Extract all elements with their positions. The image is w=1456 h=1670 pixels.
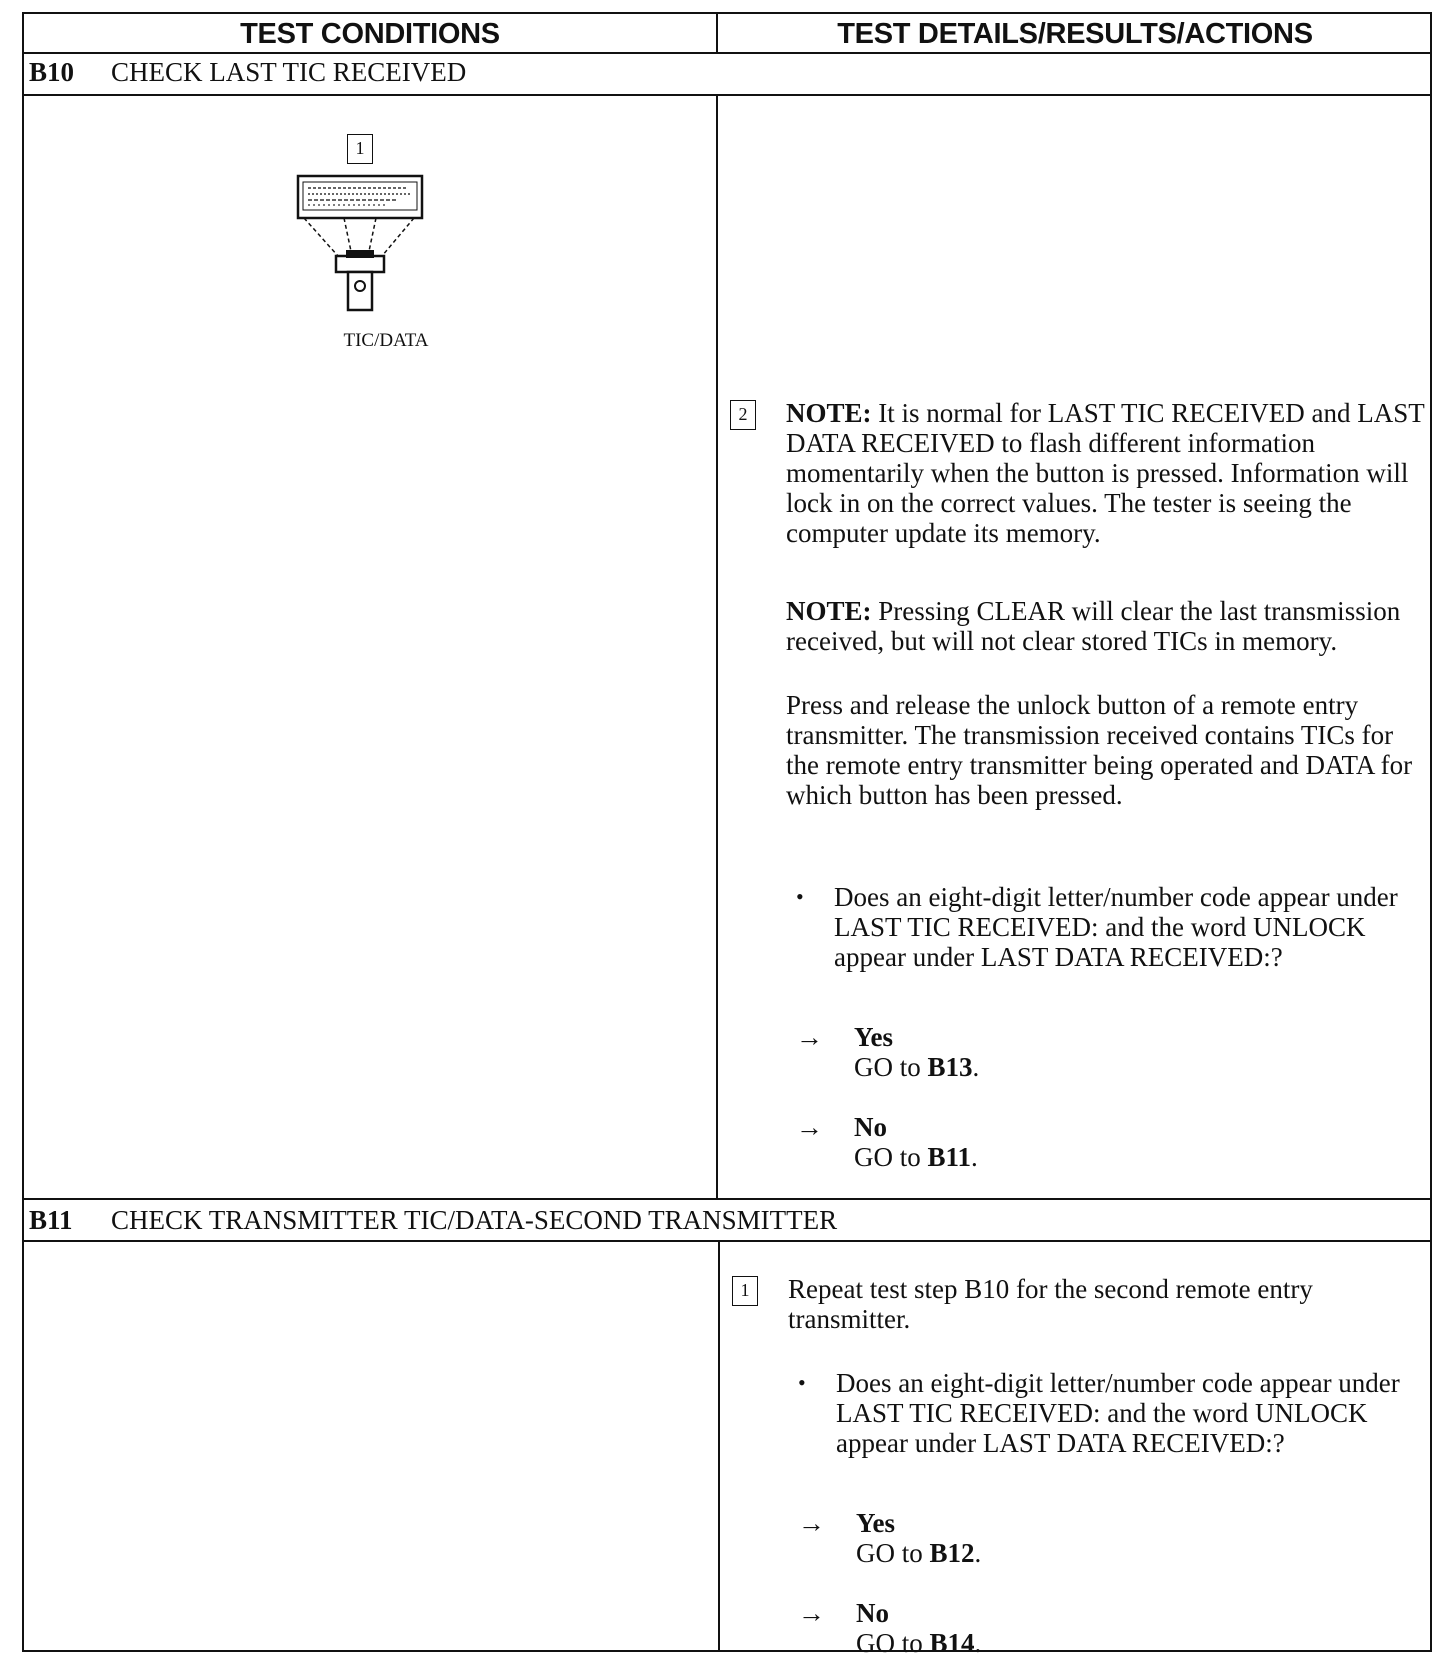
answer-go: GO to [856, 1628, 930, 1658]
column-divider-b11 [718, 1240, 720, 1652]
answer-target: B14 [929, 1628, 975, 1658]
column-header-test-conditions: TEST CONDITIONS [240, 18, 500, 50]
answer-label: No [856, 1598, 889, 1628]
figure-caption: TIC/DATA [343, 330, 429, 351]
note-text: It is normal for LAST TIC RECEIVED and LAST DATA RECEIVED to flash different information momentarily when the button is pressed. Information will lock in on the correct values. The tester is seeing the computer update its memory. [786, 398, 1425, 548]
answer-label: Yes [854, 1022, 893, 1052]
figure-callout-box: 1 [347, 134, 373, 164]
b10-note-1 [786, 398, 1426, 548]
answer-target: B12 [929, 1538, 975, 1568]
arrow-right-icon: → [798, 1508, 825, 1538]
arrow-right-icon: → [796, 1022, 823, 1052]
bullet-dot: • [796, 884, 804, 909]
b11-instruction: Repeat test step B10 for the second remote entry transmitter. [788, 1274, 1313, 1334]
procedure-table [22, 12, 1432, 1658]
b11-answer-yes: Yes GO to B12. [856, 1508, 982, 1568]
column-header-test-details: TEST DETAILS/RESULTS/ACTIONS [837, 18, 1313, 50]
step-b11-id: B11 [29, 1205, 73, 1235]
step-b10-title: CHECK LAST TIC RECEIVED [111, 57, 467, 87]
b10-title-divider [24, 94, 1430, 96]
action-callout-box-b10: 2 [730, 400, 756, 430]
b10-question: Does an eight-digit letter/number code appear under LAST TIC RECEIVED: and the word UNLOCK appear under LAST DATA RECEIVED:? [834, 882, 1398, 972]
answer-target: B13 [927, 1052, 973, 1082]
column-divider-b10 [716, 94, 718, 1199]
b11-title-divider [24, 1240, 1430, 1242]
action-callout-box-b11: 1 [732, 1276, 758, 1306]
answer-go: GO to [854, 1142, 928, 1172]
step-b10-title-row [24, 52, 466, 92]
b10-answer-yes: Yes GO to B13. [854, 1022, 980, 1082]
arrow-right-icon: → [798, 1598, 825, 1628]
column-divider-header [716, 14, 718, 54]
answer-go: GO to [854, 1052, 928, 1082]
step-b10-id: B10 [29, 57, 75, 87]
answer-target: B11 [927, 1142, 972, 1172]
tester-display-illustration [294, 174, 434, 324]
note-label: NOTE: [786, 398, 872, 428]
step-b11-title-row [24, 1200, 837, 1240]
answer-label: No [854, 1112, 887, 1142]
bullet-dot: • [798, 1370, 806, 1395]
note-text: Pressing CLEAR will clear the last transmission received, but will not clear stored TICs in memory. [786, 596, 1401, 656]
b10-note-2 [786, 596, 1426, 656]
answer-label: Yes [856, 1508, 895, 1538]
b11-question: Does an eight-digit letter/number code appear under LAST TIC RECEIVED: and the word UNLOCK appear under LAST DATA RECEIVED:? [836, 1368, 1400, 1458]
step-b11-title: CHECK TRANSMITTER TIC/DATA-SECOND TRANSMITTER [111, 1205, 838, 1235]
b10-answer-no: No GO to B11. [854, 1112, 978, 1172]
answer-go: GO to [856, 1538, 930, 1568]
b10-instruction: Press and release the unlock button of a remote entry transmitter. The transmission received contains TICs for the remote entry transmitter being operated and DATA for which button has been pressed. [786, 690, 1413, 810]
note-label: NOTE: [786, 596, 872, 626]
arrow-right-icon: → [796, 1112, 823, 1142]
b11-answer-no: No GO to B14. [856, 1598, 982, 1658]
